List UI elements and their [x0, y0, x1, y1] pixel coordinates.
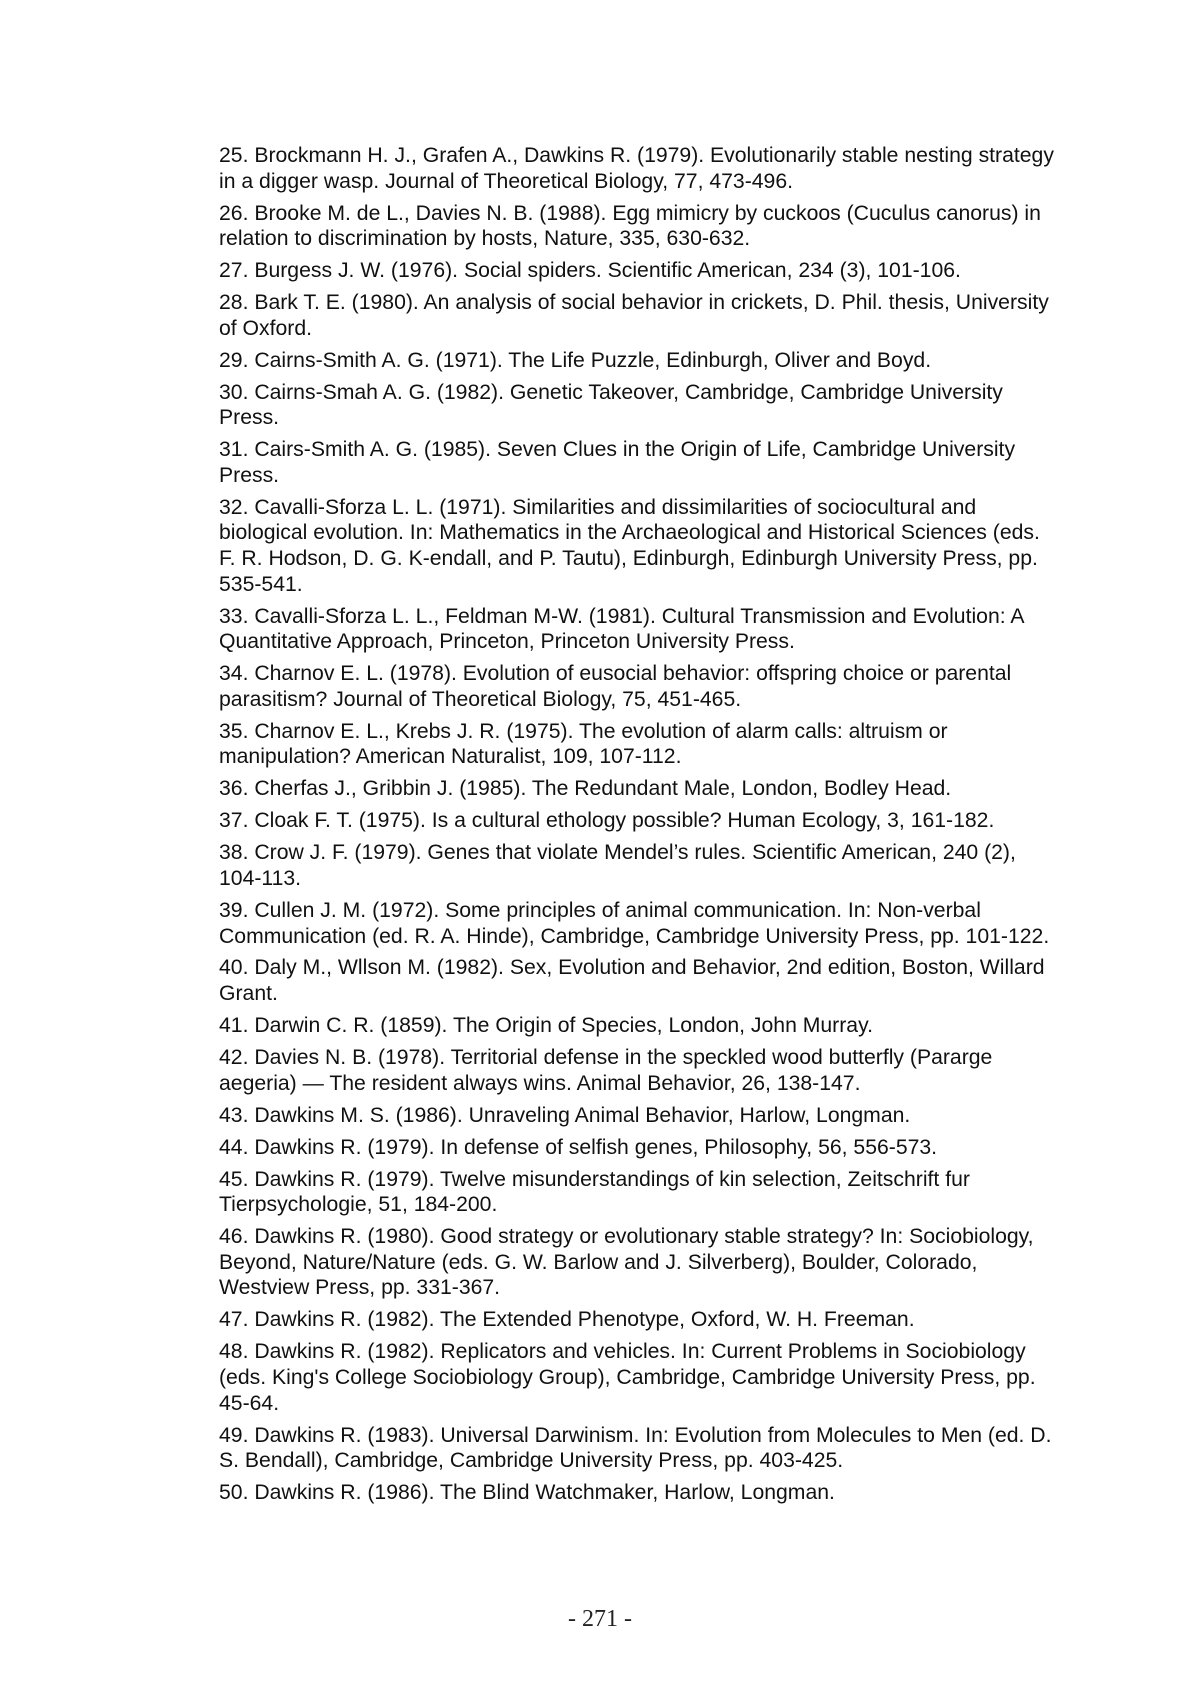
reference-entry: 35. Charnov E. L., Krebs J. R. (1975). The evolution of alarm calls: altruism or manipulation? American Naturalist, 109, 107-112.	[219, 719, 948, 769]
page-number: - 271 -	[568, 1606, 632, 1632]
reference-entry: 29. Cairns-Smith A. G. (1971). The Life Puzzle, Edinburgh, Oliver and Boyd.	[219, 348, 932, 372]
reference-entry: 49. Dawkins R. (1983). Universal Darwinism. In: Evolution from Molecules to Men (ed. D. S. Bendall), Cambridge, Cambridge University Press, pp. 403-425.	[219, 1423, 1052, 1473]
reference-entry: 50. Dawkins R. (1986). The Blind Watchmaker, Harlow, Longman.	[219, 1481, 835, 1505]
reference-entry: 43. Dawkins M. S. (1986). Unraveling Animal Behavior, Harlow, Longman.	[219, 1103, 911, 1127]
reference-entry: 25. Brockmann H. J., Grafen A., Dawkins R. (1979). Evolutionarily stable nesting strategy in a digger wasp. Journal of Theoretical Biology, 77, 473-496.	[219, 144, 1054, 193]
reference-entry: 37. Cloak F. T. (1975). Is a cultural ethology possible? Human Ecology, 3, 161-182.	[219, 809, 995, 833]
reference-entry: 32. Cavalli-Sforza L. L. (1971). Similarities and dissimilarities of sociocultural and biological evolution. In: Mathematics in the Archaeological and Historical Sciences (eds. F. R. Hodson, D. G. K-endall, and P. Tautu), Edinburgh, Edinburgh University Press, pp. 535-541.	[219, 495, 1040, 596]
reference-entry: 31. Cairs-Smith A. G. (1985). Seven Clues in the Origin of Life, Cambridge University Press.	[219, 438, 1016, 487]
reference-entry: 38. Crow J. F. (1979). Genes that violate Mendel’s rules. Scientific American, 240 (2), 104-113.	[219, 841, 1016, 890]
reference-entry: 33. Cavalli-Sforza L. L., Feldman M-W. (1981). Cultural Transmission and Evolution: A Quantitative Approach, Princeton, Princeton University Press.	[219, 604, 1024, 654]
reference-list	[219, 143, 1061, 1512]
reference-entry: 26. Brooke M. de L., Davies N. B. (1988). Egg mimicry by cuckoos (Cuculus canorus) in relation to discrimination by hosts, Nature, 335, 630-632.	[219, 201, 1041, 251]
reference-entry: 30. Cairns-Smah A. G. (1982). Genetic Takeover, Cambridge, Cambridge University Press.	[219, 380, 1003, 430]
reference-entry: 40. Daly M., Wllson M. (1982). Sex, Evolution and Behavior, 2nd edition, Boston, Willard Grant.	[219, 956, 1045, 1006]
reference-entry: 28. Bark T. E. (1980). An analysis of social behavior in crickets, D. Phil. thesis, University of Oxford.	[219, 291, 1049, 340]
reference-entry: 41. Darwin C. R. (1859). The Origin of Species, London, John Murray.	[219, 1014, 873, 1038]
reference-entry: 48. Dawkins R. (1982). Replicators and vehicles. In: Current Problems in Sociobiology (eds. King's College Sociobiology Group), Cambridge, Cambridge University Press, pp. 45-64.	[219, 1340, 1036, 1415]
reference-entry: 42. Davies N. B. (1978). Territorial defense in the speckled wood butterfly (Pararge aegeria) — The resident always wins. Animal Behavior, 26, 138-147.	[219, 1046, 993, 1095]
reference-entry: 34. Charnov E. L. (1978). Evolution of eusocial behavior: offspring choice or parental parasitism? Journal of Theoretical Biology, 75, 451-465.	[219, 662, 1012, 711]
reference-entry: 36. Cherfas J., Gribbin J. (1985). The Redundant Male, London, Bodley Head.	[219, 777, 952, 801]
reference-entry: 47. Dawkins R. (1982). The Extended Phenotype, Oxford, W. H. Freeman.	[219, 1308, 915, 1332]
reference-entry: 44. Dawkins R. (1979). In defense of selfish genes, Philosophy, 56, 556-573.	[219, 1135, 938, 1159]
reference-entry: 27. Burgess J. W. (1976). Social spiders. Scientific American, 234 (3), 101-106.	[219, 259, 961, 283]
reference-entry: 45. Dawkins R. (1979). Twelve misunderstandings of kin selection, Zeitschrift fur Tierpsychologie, 51, 184-200.	[219, 1167, 970, 1217]
reference-entry: 46. Dawkins R. (1980). Good strategy or evolutionary stable strategy? In: Sociobiology, Beyond, Nature/Nature (eds. G. W. Barlow and J. Silverberg), Boulder, Colorado, Westview Press, pp. 331-367.	[219, 1225, 1034, 1300]
reference-entry: 39. Cullen J. M. (1972). Some principles of animal communication. In: Non-verbal Communication (ed. R. A. Hinde), Cambridge, Cambridge University Press, pp. 101-122.	[219, 898, 1050, 948]
